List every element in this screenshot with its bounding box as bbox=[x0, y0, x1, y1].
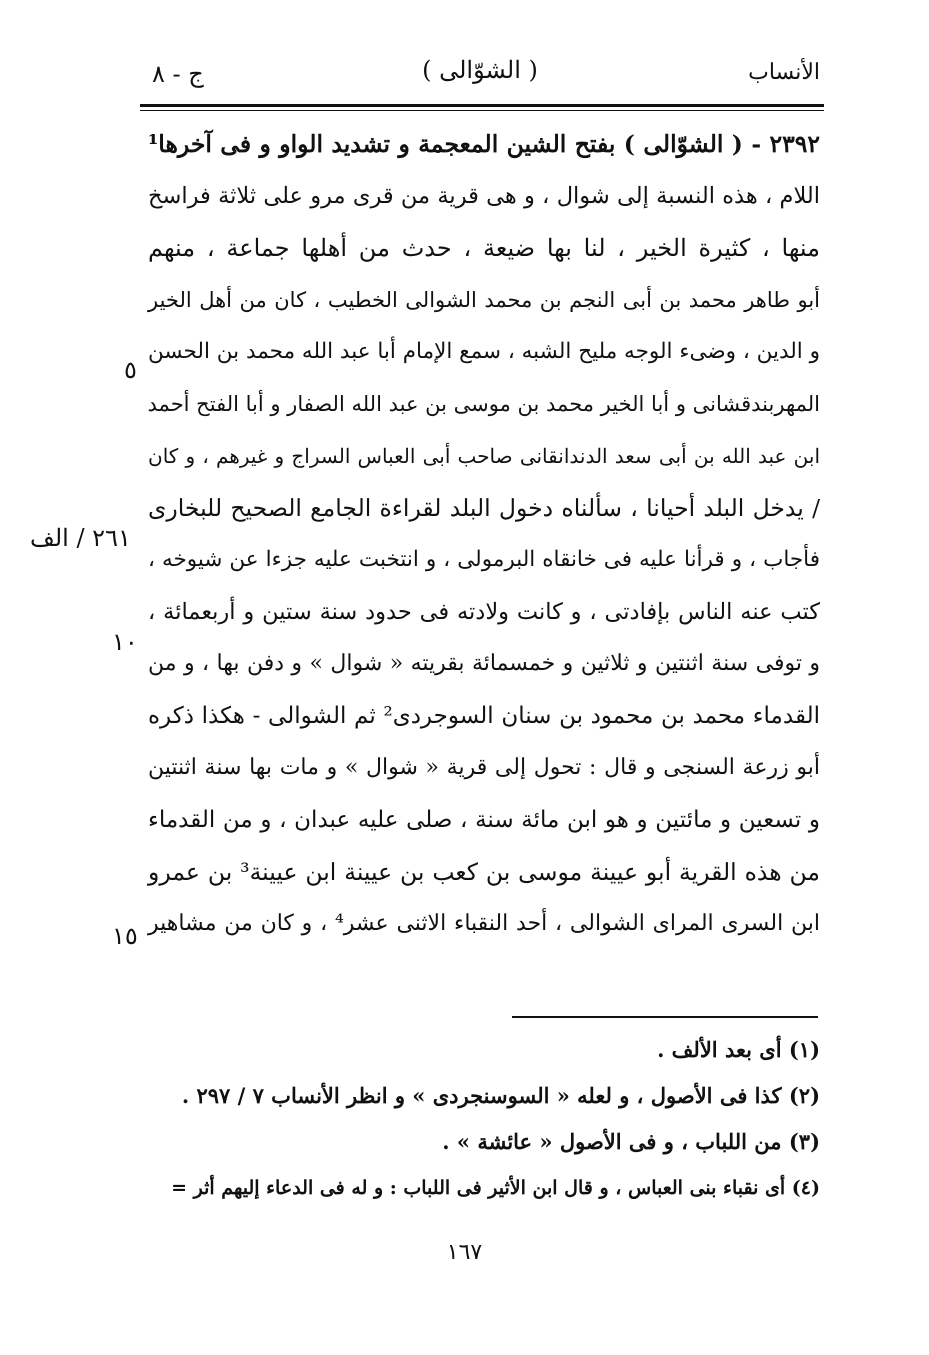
entry-line: و الدين ، وضىء الوجه مليح الشبه ، سمع الإمام أبا عبد الله محمد بن الحسن bbox=[148, 339, 820, 364]
folio-marker: ٢٦١ / الف bbox=[30, 524, 131, 552]
entry-line: ٢٣٩٢ - ( الشوّالى ) بفتح الشين المعجمة و تشديد الواو و فى آخرها¹ bbox=[148, 130, 821, 158]
entry-line: ابن السرى المراى الشوالى ، أحد النقباء الاثنى عشر⁴ ، و كان من مشاهير bbox=[148, 911, 820, 936]
line-number-10: ١٠ bbox=[112, 628, 138, 656]
line-number-15: ١٥ bbox=[112, 922, 138, 950]
footnote-rule bbox=[512, 1016, 818, 1018]
footnote: (٤) أى نقباء بنى العباس ، و قال ابن الأثير فى اللباب : و له فى الدعاء إليهم أثر = bbox=[171, 1177, 820, 1199]
footnote: (١) أى بعد الألف . bbox=[657, 1037, 820, 1062]
volume-label: ج - ٨ bbox=[152, 60, 204, 88]
entry-line: / يدخل البلد أحيانا ، سألناه دخول البلد لقراءة الجامع الصحيح للبخارى bbox=[148, 494, 820, 522]
entry-body bbox=[148, 118, 820, 950]
entry-line: فأجاب ، و قرأنا عليه فى خانقاه البرمولى ، و انتخبت عليه جزءا عن شيوخه ، bbox=[148, 547, 820, 572]
entry-line: المهربندقشانى و أبا الخير محمد بن موسى بن عبد الله الصفار و أبا الفتح أحمد bbox=[147, 392, 820, 416]
footnote: (٢) كذا فى الأصول ، و لعله « السوسنجردى » و انظر الأنساب ٧ / ٢٩٧ . bbox=[181, 1083, 820, 1108]
entry-title-header: ( الشوّالى ) bbox=[422, 56, 538, 84]
footnotes bbox=[170, 1027, 820, 1211]
entry-line: القدماء محمد بن محمود بن سنان السوجردى² ثم الشوالى - هكذا ذكره bbox=[148, 703, 820, 729]
footnote: (٣) من اللباب ، و فى الأصول « عائشة » . bbox=[442, 1129, 820, 1154]
entry-line: و توفى سنة اثنتين و ثلاثين و خمسمائة بقريته « شوال » و دفن بها ، و من bbox=[148, 651, 820, 676]
entry-line: اللام ، هذه النسبة إلى شوال ، و هى قرية من قرى مرو على ثلاثة فراسخ bbox=[148, 183, 820, 209]
entry-line: أبو زرعة السنجى و قال : تحول إلى قرية « شوال » و مات بها سنة اثنتين bbox=[148, 755, 820, 780]
entry-number: ٢٣٩٢ - bbox=[751, 130, 821, 158]
entry-line: أبو طاهر محمد بن أبى النجم بن محمد الشوالى الخطيب ، كان من أهل الخير bbox=[148, 288, 820, 312]
entry-line: منها ، كثيرة الخير ، لنا بها ضيعة ، حدث من أهلها جماعة ، منهم bbox=[148, 234, 820, 262]
running-header bbox=[140, 52, 820, 96]
entry-line: و تسعين و مائتين و هو ابن مائة سنة ، صلى عليه عبدان ، و من القدماء bbox=[148, 807, 820, 833]
header-rule-thin bbox=[140, 110, 824, 111]
book-title: الأنساب bbox=[748, 60, 820, 85]
line-number-5: ٥ bbox=[124, 356, 137, 384]
entry-line: كتب عنه الناس بإفادتى ، و كانت ولادته فى حدود سنة ستين و أربعمائة ، bbox=[148, 599, 820, 625]
entry-line: من هذه القرية أبو عيينة موسى بن كعب بن عيينة ابن عيينة³ بن عمرو bbox=[148, 858, 820, 886]
entry-line: ابن عبد الله بن أبى سعد الدندانقانى صاحب أبى العباس السراج و غيرهم ، و كان bbox=[148, 444, 821, 468]
header-rule-thick bbox=[140, 104, 824, 107]
page-number: ١٦٧ bbox=[446, 1240, 483, 1265]
